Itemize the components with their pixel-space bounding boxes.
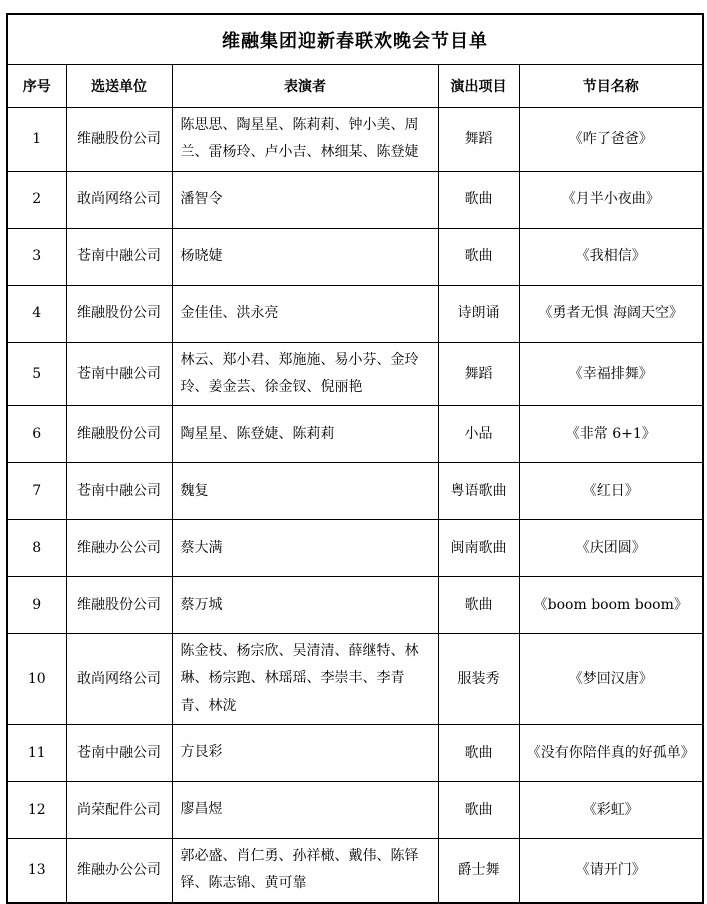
row-program-name: 《庆团圆》 [519,520,703,577]
row-no: 3 [7,228,66,285]
row-performers: 陈思思、陶星星、陈莉莉、钟小美、周兰、雷杨玲、卢小吉、林细某、陈登婕 [172,108,438,172]
row-no: 6 [7,406,66,463]
row-program-name: 《勇者无惧 海阔天空》 [519,285,703,342]
row-program-name: 《月半小夜曲》 [519,171,703,228]
row-performers: 蔡大满 [172,520,438,577]
title-row [7,14,703,65]
row-unit: 苍南中融公司 [66,725,172,782]
row-no: 4 [7,285,66,342]
column-header-name: 节目名称 [519,65,703,108]
row-type: 舞蹈 [438,108,519,172]
table-row [7,285,703,342]
row-type: 小品 [438,406,519,463]
row-unit: 维融股份公司 [66,108,172,172]
row-performers: 郭必盛、肖仁勇、孙祥橄、戴伟、陈铎铎、陈志锦、黄可靠 [172,839,438,903]
row-unit: 尚荣配件公司 [66,782,172,839]
row-performers: 廖昌煜 [172,782,438,839]
column-header-no: 序号 [7,65,66,108]
row-performers: 潘智令 [172,171,438,228]
table-row [7,171,703,228]
program-table-body [7,108,703,903]
table-row [7,725,703,782]
table-row [7,406,703,463]
column-header-performers: 表演者 [172,65,438,108]
row-type: 舞蹈 [438,342,519,406]
table-row [7,520,703,577]
row-type: 爵士舞 [438,839,519,903]
table-row [7,228,703,285]
row-unit: 维融股份公司 [66,577,172,634]
row-no: 12 [7,782,66,839]
row-no: 7 [7,463,66,520]
row-type: 歌曲 [438,577,519,634]
row-no: 13 [7,839,66,903]
row-performers: 金佳佳、洪永亮 [172,285,438,342]
row-program-name: 《咋了爸爸》 [519,108,703,172]
row-type: 歌曲 [438,782,519,839]
table-row [7,342,703,406]
row-unit: 敢尚网络公司 [66,634,172,725]
row-program-name: 《梦回汉唐》 [519,634,703,725]
row-performers: 杨晓婕 [172,228,438,285]
row-no: 11 [7,725,66,782]
row-unit: 维融办公公司 [66,520,172,577]
row-program-name: 《boom boom boom》 [519,577,703,634]
row-no: 2 [7,171,66,228]
row-performers: 方艮彩 [172,725,438,782]
row-program-name: 《非常 6+1》 [519,406,703,463]
row-type: 歌曲 [438,171,519,228]
row-unit: 苍南中融公司 [66,463,172,520]
row-performers: 陶星星、陈登婕、陈莉莉 [172,406,438,463]
row-program-name: 《幸福排舞》 [519,342,703,406]
row-unit: 维融股份公司 [66,285,172,342]
row-no: 5 [7,342,66,406]
row-no: 10 [7,634,66,725]
row-unit: 苍南中融公司 [66,342,172,406]
row-unit: 敢尚网络公司 [66,171,172,228]
table-row [7,839,703,903]
program-sheet [6,13,704,904]
page-title: 维融集团迎新春联欢晚会节目单 [7,14,703,65]
row-program-name: 《请开门》 [519,839,703,903]
row-type: 歌曲 [438,228,519,285]
row-program-name: 《我相信》 [519,228,703,285]
table-row [7,463,703,520]
row-performers: 陈金枝、杨宗欣、吴清清、薛继特、林琳、杨宗跑、林瑶瑶、李崇丰、李青青、林泷 [172,634,438,725]
row-type: 闽南歌曲 [438,520,519,577]
row-no: 8 [7,520,66,577]
column-header-unit: 选送单位 [66,65,172,108]
row-no: 1 [7,108,66,172]
row-no: 9 [7,577,66,634]
header-row [7,65,703,108]
row-program-name: 《彩虹》 [519,782,703,839]
row-program-name: 《红日》 [519,463,703,520]
row-type: 歌曲 [438,725,519,782]
row-unit: 维融股份公司 [66,406,172,463]
row-performers: 林云、郑小君、郑施施、易小芬、金玲玲、姜金芸、徐金钗、倪丽艳 [172,342,438,406]
table-row [7,577,703,634]
row-unit: 苍南中融公司 [66,228,172,285]
table-row [7,634,703,725]
table-row [7,108,703,172]
column-header-type: 演出项目 [438,65,519,108]
row-program-name: 《没有你陪伴真的好孤单》 [519,725,703,782]
row-type: 服装秀 [438,634,519,725]
row-unit: 维融办公公司 [66,839,172,903]
row-type: 粤语歌曲 [438,463,519,520]
row-performers: 魏复 [172,463,438,520]
row-performers: 蔡万城 [172,577,438,634]
table-row [7,782,703,839]
row-type: 诗朗诵 [438,285,519,342]
program-table [6,13,704,904]
